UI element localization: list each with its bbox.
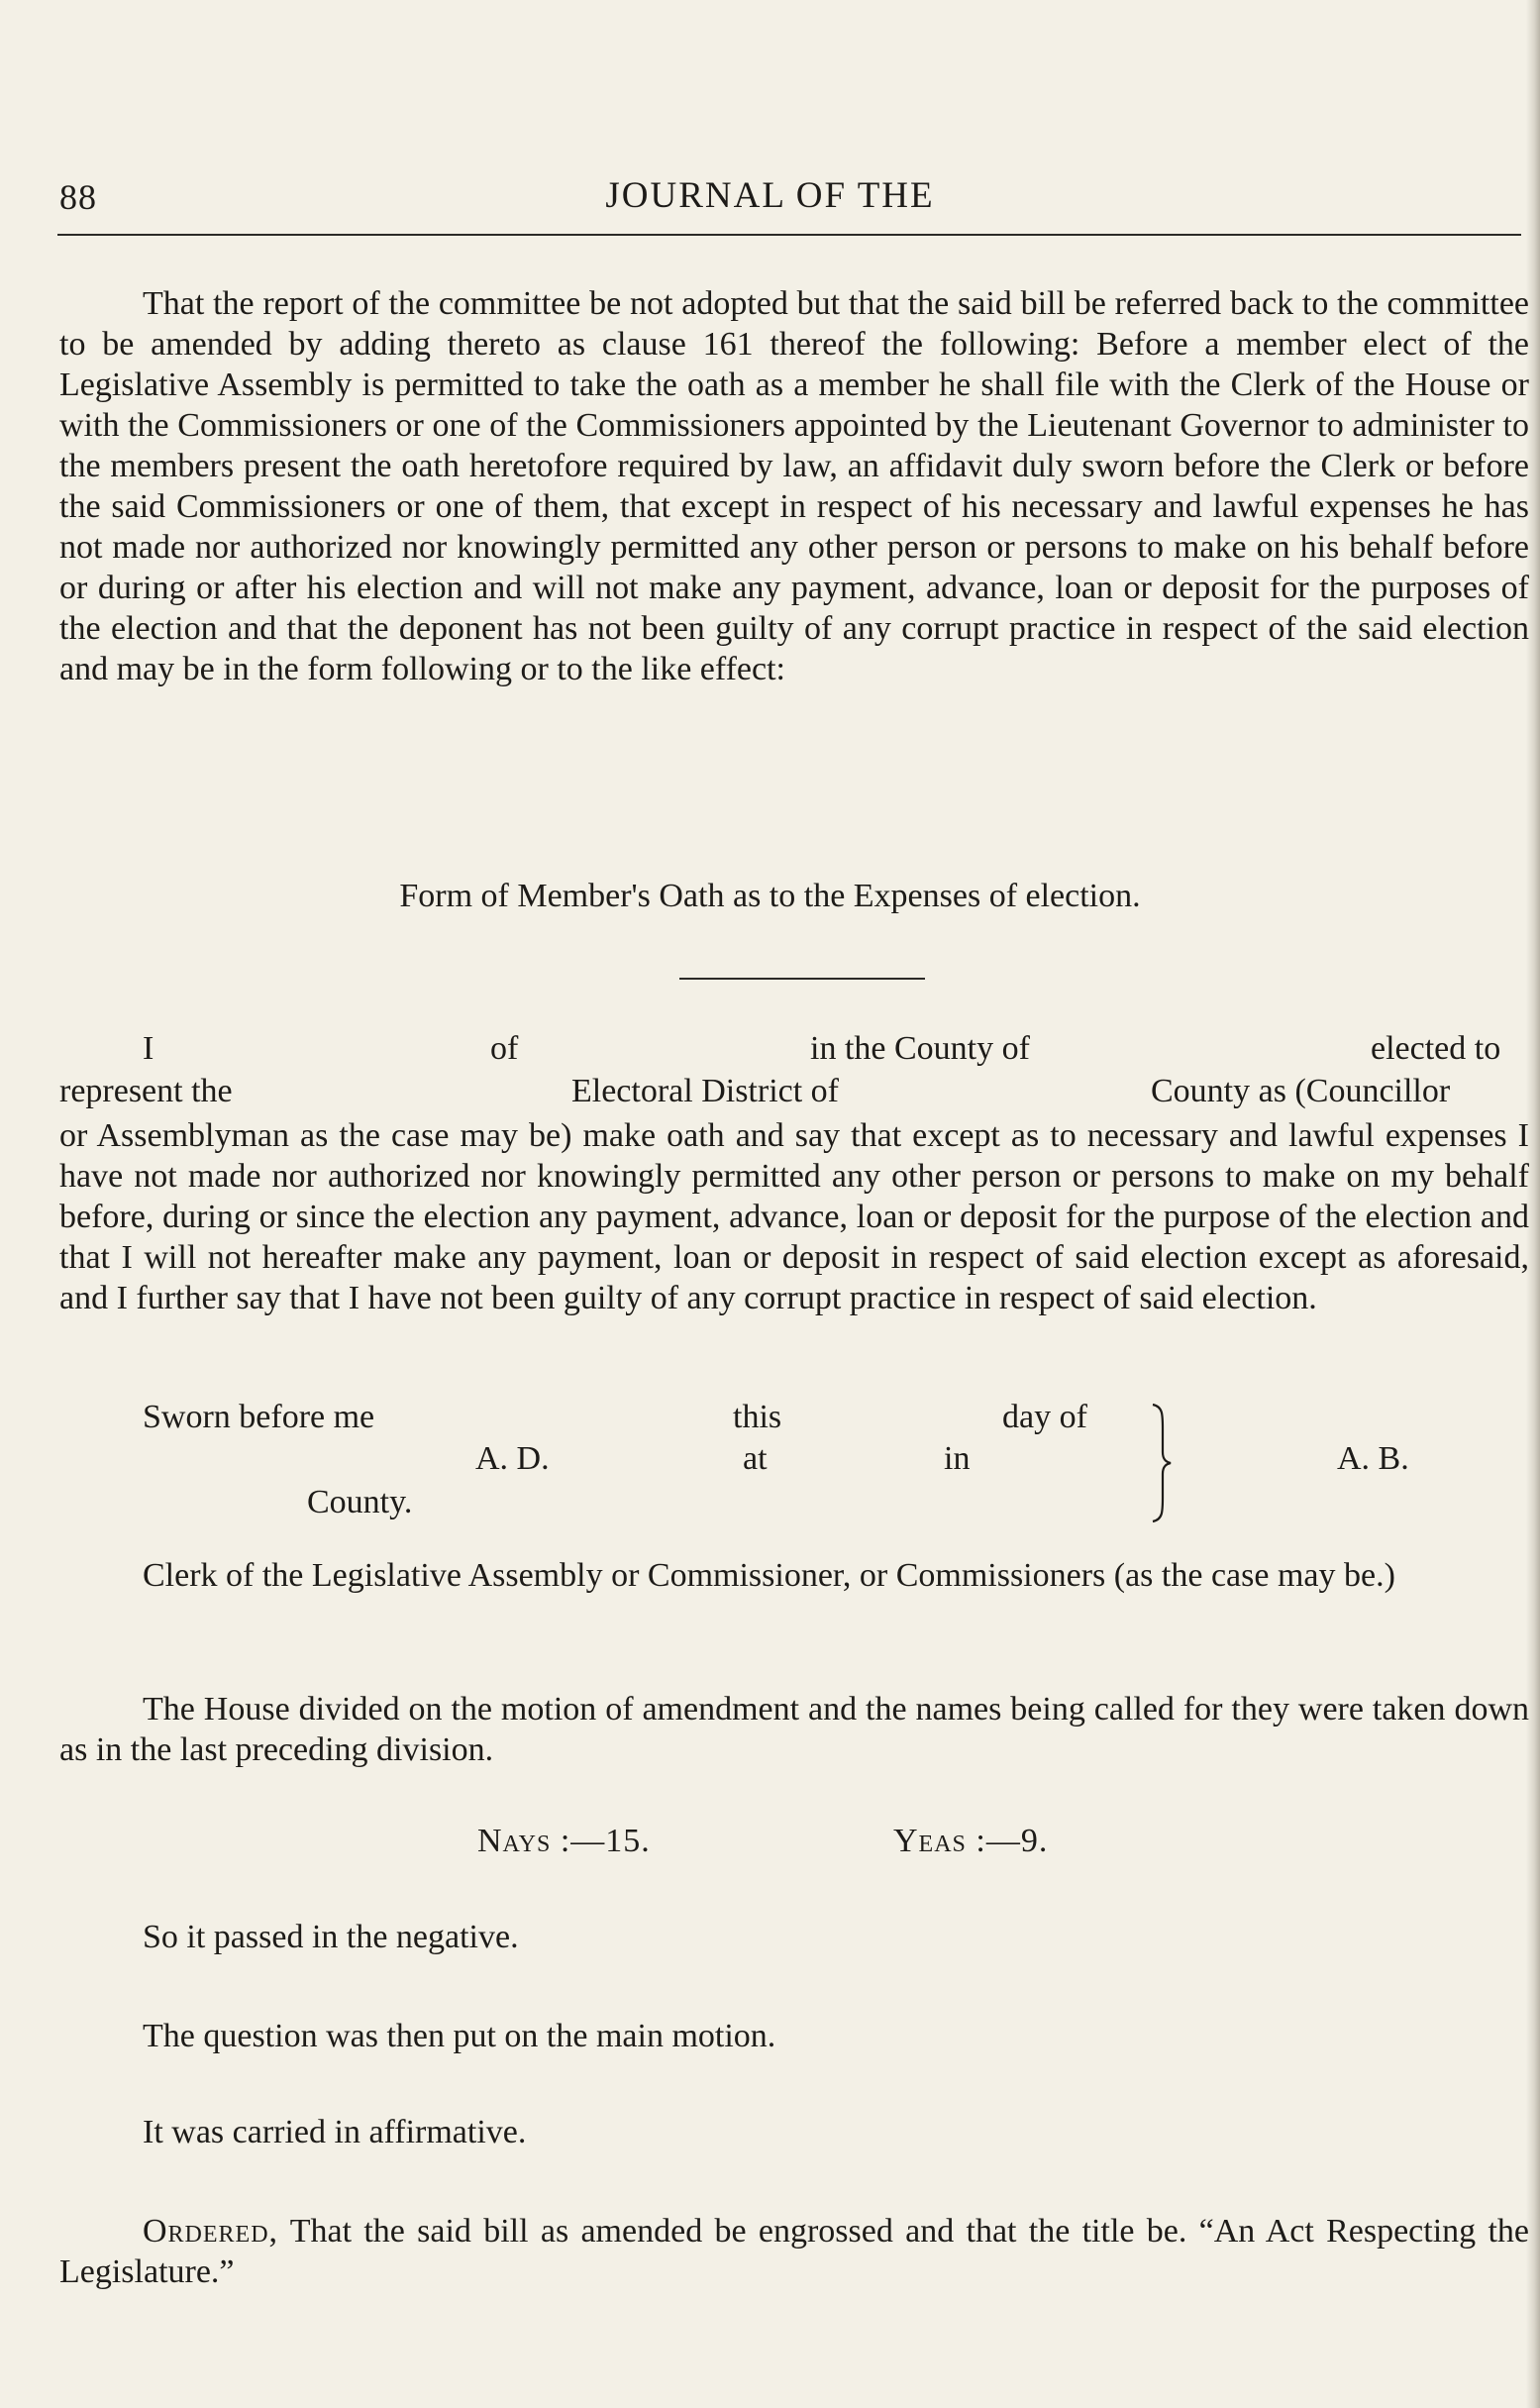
- oath-line-1: [59, 1030, 1529, 1072]
- yeas-count: Yeas :—9.: [893, 1823, 1049, 1859]
- sworn-ad: A. D.: [475, 1440, 550, 1477]
- right-brace-icon: [1149, 1401, 1175, 1525]
- page-header: [0, 166, 1540, 226]
- oath-line-2: [59, 1073, 1529, 1114]
- carried-paragraph: [59, 2112, 1529, 2152]
- signatory-ab: A. B.: [1337, 1440, 1409, 1477]
- sworn-at: at: [743, 1440, 768, 1477]
- clerk-paragraph: [59, 1555, 1529, 1596]
- oath-blank-elected: elected to: [1371, 1030, 1501, 1067]
- sworn-before-me: Sworn before me: [143, 1399, 375, 1435]
- division-paragraph-text: The House divided on the motion of amendment and the names being called for they were taken down as in the last preceding division.: [59, 1691, 1529, 1768]
- ordered-lead: Ordered,: [143, 2213, 279, 2250]
- signature-block: [59, 1399, 1529, 1527]
- sworn-in: in: [944, 1440, 971, 1477]
- question-paragraph: [59, 2016, 1529, 2056]
- negative-paragraph: [59, 1917, 1529, 1957]
- header-rule: [57, 234, 1521, 236]
- oath-blank-county: in the County of: [810, 1030, 1030, 1067]
- oath-blank-of: of: [490, 1030, 519, 1067]
- oath-blank-district: Electoral District of: [571, 1073, 840, 1109]
- oath-blank-county-as: County as (Councillor: [1151, 1073, 1451, 1109]
- oath-blank-i: I: [143, 1030, 154, 1067]
- vote-tally: [0, 1823, 1540, 1864]
- division-paragraph: [59, 1689, 1529, 1770]
- report-paragraph: [59, 283, 1529, 689]
- oath-body: [59, 1115, 1529, 1318]
- ordered-paragraph-text: [59, 2211, 1529, 2292]
- report-paragraph-text: That the report of the committee be not adopted but that the said bill be referred back to the committee to be amended by adding thereto as clause 161 thereof the following: Before a member elect of the Legislative Assembly is permitted to take the oath as a member he shall file with the Clerk of the House or with the Commissioners or one of the Commissioners appointed by the Lieutenant Governor to administer to the members present the oath heretofore required by law, an affidavit duly sworn before the Clerk or before the said Commissioners or one of them, that except in respect of his necessary and lawful expenses he has not made nor authorized nor knowingly permitted any other person or persons to make on his behalf before or during or after his election and will not make any payment, advance, loan or deposit for the purposes of the election and that the deponent has not been guilty of any corrupt practice in respect of the said election and may be in the form following or to the like effect:: [59, 285, 1529, 687]
- ordered-text: That the said bill as amended be engrossed and that the title be. “An Act Respecting the Legislature.”: [59, 2213, 1529, 2290]
- oath-body-text: or Assemblyman as the case may be) make oath and say that except as to necessary and lawful expenses I have not made nor authorized nor knowingly permitted any other person or persons to make on my behalf before, during or since the election any payment, advance, loan or deposit for the purpose of the election and that I will not hereafter make any payment, loan or deposit in respect of said election except as aforesaid, and I further say that I have not been guilty of any corrupt practice in respect of said election.: [59, 1117, 1529, 1316]
- page-number: 88: [59, 177, 97, 217]
- question-paragraph-text: The question was then put on the main motion.: [143, 2018, 776, 2054]
- ordered-paragraph: [59, 2211, 1529, 2292]
- sworn-day-of: day of: [1002, 1399, 1087, 1435]
- section-divider-rule: [679, 978, 925, 980]
- nays-count: Nays :—15.: [477, 1823, 651, 1859]
- clerk-paragraph-text: Clerk of the Legislative Assembly or Commissioner, or Commissioners (as the case may be.): [143, 1557, 1395, 1594]
- oath-blank-represent: represent the: [59, 1073, 233, 1109]
- running-title: JOURNAL OF THE: [605, 175, 935, 216]
- sworn-this: this: [733, 1399, 782, 1435]
- sworn-county: County.: [307, 1484, 413, 1520]
- negative-paragraph-text: So it passed in the negative.: [143, 1919, 519, 1955]
- form-title: Form of Member's Oath as to the Expenses of election.: [399, 878, 1141, 914]
- carried-paragraph-text: It was carried in affirmative.: [143, 2114, 527, 2150]
